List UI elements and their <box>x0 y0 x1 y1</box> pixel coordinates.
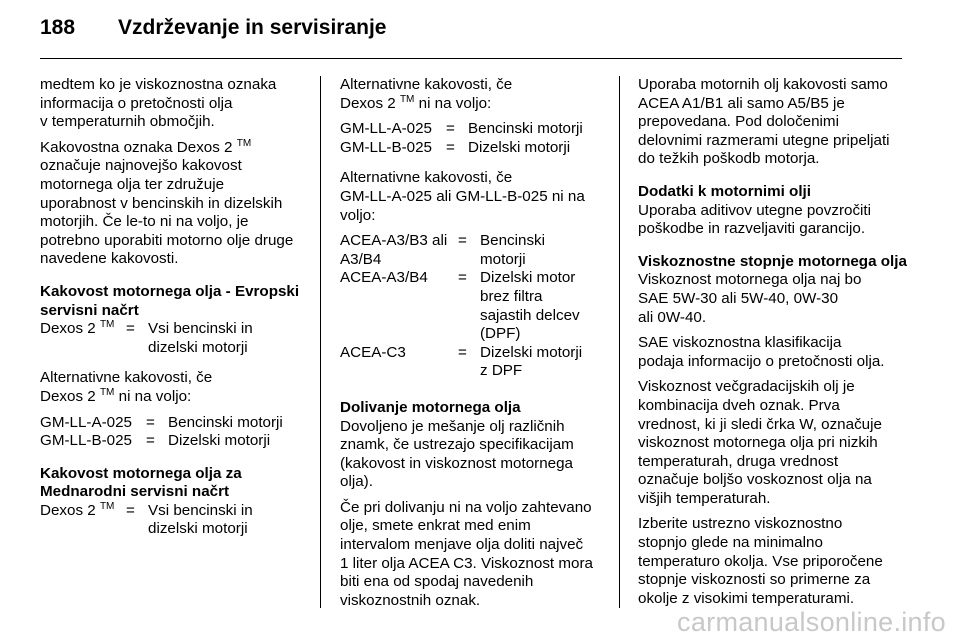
table-row: ACEA-A3/B4 = Dizelski motor brez filtra sajastih delcev (DPF) <box>340 269 580 343</box>
section-heading: Dodatki k motornimi olji <box>638 182 811 200</box>
spec-table <box>40 320 310 357</box>
column-3 <box>638 76 908 615</box>
paragraph: Alternativne kakovosti, če Dexos 2 ™ ni na voljo: <box>340 76 513 112</box>
column-1 <box>40 76 310 551</box>
paragraph: Viskoznost večgradacijskih olj je kombinacija dveh oznak. Prva vrednost, ki ji sledi črka W, označuje viskoznost motornega olja pri nizkih temperaturah, druga vrednost označuje boljšo voskoznost olja na višjih temperaturah. <box>638 378 882 507</box>
paragraph: Uporaba aditivov utegne povzročiti poškodbe in razveljaviti garancijo. <box>638 201 872 238</box>
paragraph: Alternativne kakovosti, če Dexos 2 ™ ni na voljo: <box>40 369 213 405</box>
paragraph: Alternativne kakovosti, če GM-LL-A-025 ali GM-LL-B-025 ni na voljo: <box>340 169 585 224</box>
spec-table <box>40 502 310 539</box>
table-row: GM-LL-A-025 = Bencinski motorji <box>340 120 583 138</box>
table-row: Dexos 2 ™ = Vsi bencinski in dizelski motorji <box>40 500 253 538</box>
paragraph: Izberite ustrezno viskoznostno stopnjo glede na minimalno temperaturo okolja. Vse priporočene stopnje viskoznosti so primerne za okolje z visokimi temperaturami. <box>638 515 883 607</box>
table-row: ACEA-A3/B3 ali A3/B4 = Bencinski motorji <box>340 232 545 268</box>
paragraph: Kakovostna oznaka Dexos 2 ™ označuje najnovejšo kakovost motornega olja ter združuje uporabnost v bencinskih in dizelskih motorjih. Če le-to ni na voljo, je potrebno uporabiti motorno olje druge navedene kakovosti. <box>40 137 294 268</box>
table-row: GM-LL-B-025 = Dizelski motorji <box>40 432 271 450</box>
page-number: 188 <box>40 16 76 39</box>
table-row: Dexos 2 ™ = Vsi bencinski in dizelski motorji <box>40 319 253 356</box>
spec-table <box>340 232 605 381</box>
paragraph: Dovoljeno je mešanje olj različnih znamk, če ustrezajo specifikacijam (kakovost in viskoznost motornega olja). <box>340 417 574 491</box>
header-divider <box>40 58 902 59</box>
trademark-sup: TM <box>236 137 252 149</box>
section-heading: Kakovost motornega olja - Evropski servisni načrt <box>40 282 300 319</box>
paragraph: Viskoznost motornega olja naj bo SAE 5W-30 ali 5W-40, 0W-30 ali 0W-40. <box>638 271 862 326</box>
paragraph: Uporaba motornih olj kakovosti samo ACEA A1/B1 ali samo A5/B5 je prepovedana. Pod določenimi delovnimi razmerami utegne pripeljati do težkih poškodb motorja. <box>638 76 890 168</box>
paragraph: medtem ko je viskoznostna oznaka informacija o pretočnosti olja v temperaturnih območjih. <box>40 76 277 131</box>
table-row: ACEA-C3 = Dizelski motorji z DPF <box>340 343 583 380</box>
column-2 <box>340 76 605 617</box>
paragraph: Če pri dolivanju ni na voljo zahtevano olje, smete enkrat med enim intervalom menjave olja doliti največ 1 liter olja ACEA C3. Viskoznost mora biti ena od spodaj navedenih viskoznostnih oznak. <box>340 498 593 609</box>
column-divider-2 <box>619 76 620 608</box>
page-header <box>40 16 386 46</box>
page-title: Vzdrževanje in servisiranje <box>118 16 387 39</box>
spec-table <box>40 414 310 451</box>
watermark: carmanualsonline.info <box>677 607 946 637</box>
table-row: GM-LL-A-025 = Bencinski motorji <box>40 413 283 431</box>
table-row: GM-LL-B-025 = Dizelski motorji <box>340 138 571 156</box>
spec-table <box>340 120 605 157</box>
paragraph: SAE viskoznostna klasifikacija podaja informacijo o pretočnosti olja. <box>638 334 885 370</box>
section-heading: Kakovost motornega olja za Mednarodni servisni načrt <box>40 464 242 501</box>
section-heading: Viskoznostne stopnje motornega olja <box>638 252 907 270</box>
column-divider-1 <box>320 76 321 608</box>
section-heading: Dolivanje motornega olja <box>340 398 521 416</box>
